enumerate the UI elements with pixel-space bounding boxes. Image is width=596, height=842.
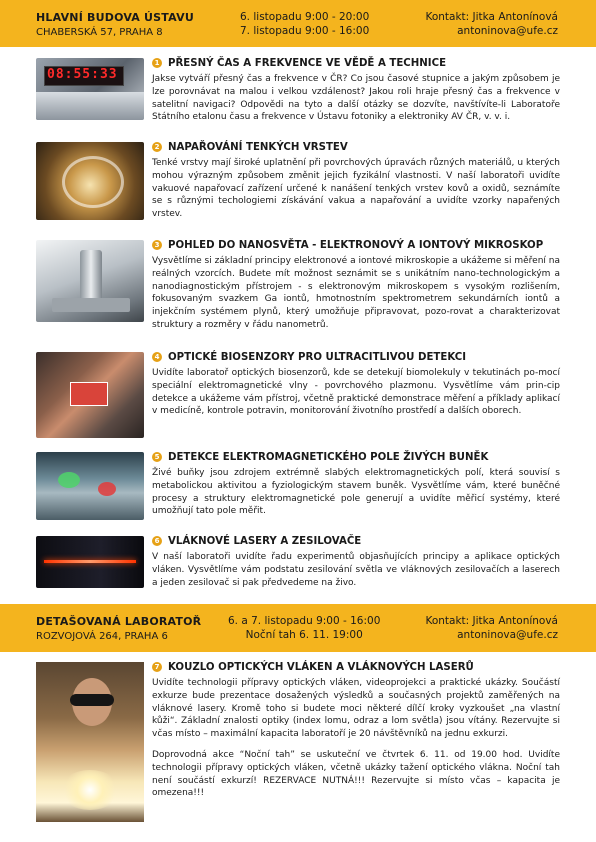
contact-email[interactable]: antoninova@ufe.cz (457, 25, 558, 37)
section-body (152, 677, 560, 808)
section-precise-time (36, 58, 560, 130)
opening-date-2: 7. listopadu 9:00 - 16:00 (240, 25, 370, 37)
section-title-text: PŘESNÝ ČAS A FREKVENCE VE VĚDĚ A TECHNICE (168, 58, 447, 69)
section-number-badge: 6 (152, 536, 162, 546)
section-title (152, 352, 466, 363)
clock-device-panel (36, 92, 144, 120)
location-title: HLAVNÍ BUDOVA ÚSTAVU (36, 11, 194, 24)
opening-date-2: Noční tah 6. 11. 19:00 (245, 629, 363, 641)
opening-dates (240, 10, 369, 38)
section-title-text: KOUZLO OPTICKÝCH VLÁKEN A VLÁKNOVÝCH LASERŮ (168, 662, 474, 673)
section-title-text: OPTICKÉ BIOSENZORY PRO ULTRACITLIVOU DETEKCI (168, 352, 467, 363)
section-body: Tenké vrstvy mají široké uplatnění při povrchových úpravách různých materiálů, u kterých mohou výrazným způsobem změnit jejich fyzikální vlastnosti. V naší laboratoři uvidíte vakuové napařovací zařízení určené k nanášení tenkých vrstev kovů a oxidů, seznámíte se s různými techologiemi získávání vakua a napařování a uvidíte vzorky napařených vrstev. (152, 158, 560, 220)
section-title (152, 536, 361, 547)
opening-dates (228, 614, 380, 642)
main-building-header (0, 0, 596, 47)
contact-block (425, 614, 558, 642)
section-title (152, 240, 543, 251)
section-body: Živé buňky jsou zdrojem extrémně slabých elektromagnetických polí, která souvisí s metabolickou aktivitou a fyziologickým stavem buněk. Vysvětlíme vám, které buněčné procesy a struktury elektromagnetické pole generují a uvidíte měřicí systémy, které umožňují tato pole měřit. (152, 468, 560, 517)
section-fiber-lasers (36, 536, 560, 596)
chamber-window (62, 156, 124, 208)
sensor-chip (70, 382, 108, 406)
location-address: ROZVOJOVÁ 264, PRAHA 6 (36, 631, 168, 642)
opening-date-1: 6. a 7. listopadu 9:00 - 16:00 (228, 615, 381, 627)
laser-beam (44, 560, 136, 563)
biosensor-lab-photo (36, 352, 144, 438)
night-event-paragraph: Doprovodná akce “Noční tah” se uskuteční ve čtvrtek 6. 11. od 19.00 hod. Uvidíte technologii přípravy optických vláken, včetně ukázky tažení optického vlákna. Noční tah není součástí exkurzí! REZERVACE NUTNÁ!!! Rezervujte si místo včas – kapacita je omezena!!! (152, 749, 560, 799)
section-body: Vysvětlíme si základní principy elektronové a iontové mikroskopie a ukážeme si měření na reálných vzorcích. Budete mít možnost seznámit se s unikátním nano-technologickým a nanodiagnostickým přístrojem - s elektronovým mikroskopem s vysokým rozlišením, fokusovaným svazkem Ga iontů, hmotnostním spektrometrem sekundárních iontů a injekčním systémem plynů, který umožňuje připravovat, pozo-rovat a charakterizovat struktury a rozměry v řádu nanometrů. (152, 256, 560, 330)
section-title (152, 452, 488, 463)
electron-microscope-photo (36, 240, 144, 322)
contact-block (425, 10, 558, 38)
section-number-badge: 5 (152, 452, 162, 462)
section-fiber-magic (36, 662, 560, 832)
section-number-badge: 1 (152, 58, 162, 68)
branch-lab-header (0, 604, 596, 652)
section-number-badge: 7 (152, 662, 162, 672)
section-number-badge: 2 (152, 142, 162, 152)
clock-display-photo (36, 58, 144, 120)
section-biosensors (36, 352, 560, 442)
section-title-text: VLÁKNOVÉ LASERY A ZESILOVAČE (168, 536, 362, 547)
section-title (152, 58, 446, 69)
section-title-text: NAPAŘOVÁNÍ TENKÝCH VRSTEV (168, 142, 348, 153)
location-title: DETAŠOVANÁ LABORATOŘ (36, 615, 202, 628)
section-thin-films (36, 142, 560, 232)
section-title-text: POHLED DO NANOSVĚTA - ELEKTRONOVÝ A IONTOVÝ MIKROSKOP (168, 240, 544, 251)
section-title (152, 142, 348, 153)
section-nanoworld (36, 240, 560, 348)
contact-name: Kontakt: Jitka Antonínová (425, 615, 558, 627)
section-body: Uvidíte laboratoř optických biosenzorů, kde se detekují biomolekuly v tekutinách po-mocí speciální elektromagnetické vlny - povrchového plazmonu. Vysvětlíme vám prin-cip detekce a ukážeme vám přístroj, včetně praktické demonstrace měření a příklady aplikací v medicíně, kontrole potravin, monitorování životního prostředí a dalších oborech. (152, 368, 560, 417)
fiber-laser-photo (36, 536, 144, 588)
cell-highlight-green (58, 472, 80, 488)
contact-name: Kontakt: Jitka Antonínová (425, 11, 558, 23)
microscope-base (52, 298, 130, 312)
location-address: CHABERSKÁ 57, PRAHA 8 (36, 27, 163, 38)
cell-highlight-red (98, 482, 116, 496)
section-title (152, 662, 474, 673)
section-cell-em-field (36, 452, 560, 524)
living-cells-photo (36, 452, 144, 520)
clock-readout: 08:55:33 (47, 67, 118, 82)
section-body: V naší laboratoři uvidíte řadu experimentů objasňujících principy a aplikace optických vláken. Vysvětlíme vám podstatu zesilování světla ve vláknových zesilovačích a laserech a jeden zesilovač si pak předvedeme na živo. (152, 552, 560, 588)
section-title-text: DETEKCE ELEKTROMAGNETICKÉHO POLE ŽIVÝCH BUNĚK (168, 452, 489, 463)
contact-email[interactable]: antoninova@ufe.cz (457, 629, 558, 641)
opening-date-1: 6. listopadu 9:00 - 20:00 (240, 11, 370, 23)
section-number-badge: 3 (152, 240, 162, 250)
evaporation-chamber-photo (36, 142, 144, 220)
section-body: Jakse vytváří přesný čas a frekvence v ČR? Co jsou časové stupnice a jakým způsobem je lze porovnávat na malou i velkou vzdálenost? Jakou roli hraje přesný čas a frekvence v satelitní navigaci? Odpovědi na tyto a další otázky se dozvíte, navštívíte-li Laboratoře Státního etalonu času a frekvence v Ústavu fotoniky a elektroniky AV ČR, v. v. i. (152, 74, 560, 123)
section-number-badge: 4 (152, 352, 162, 362)
section-paragraph: Uvidíte technologii přípravy optických vláken, videoprojekci a praktické ukázky. Součástí exkurze bude prezentace dosažených výsledků a současných projektů zaměřených na vláknové lasery. Kromě toho si budete moci některé dílčí kroky vyzkoušet „na vlastní kůži“. Základní znalosti optiky (index lomu, odraz a lom světla) jsou vítány. Rezervujte si včas místo – maximální kapacita laboratoří je 20 návštěvníků na jednu exkurzi. (152, 678, 560, 740)
